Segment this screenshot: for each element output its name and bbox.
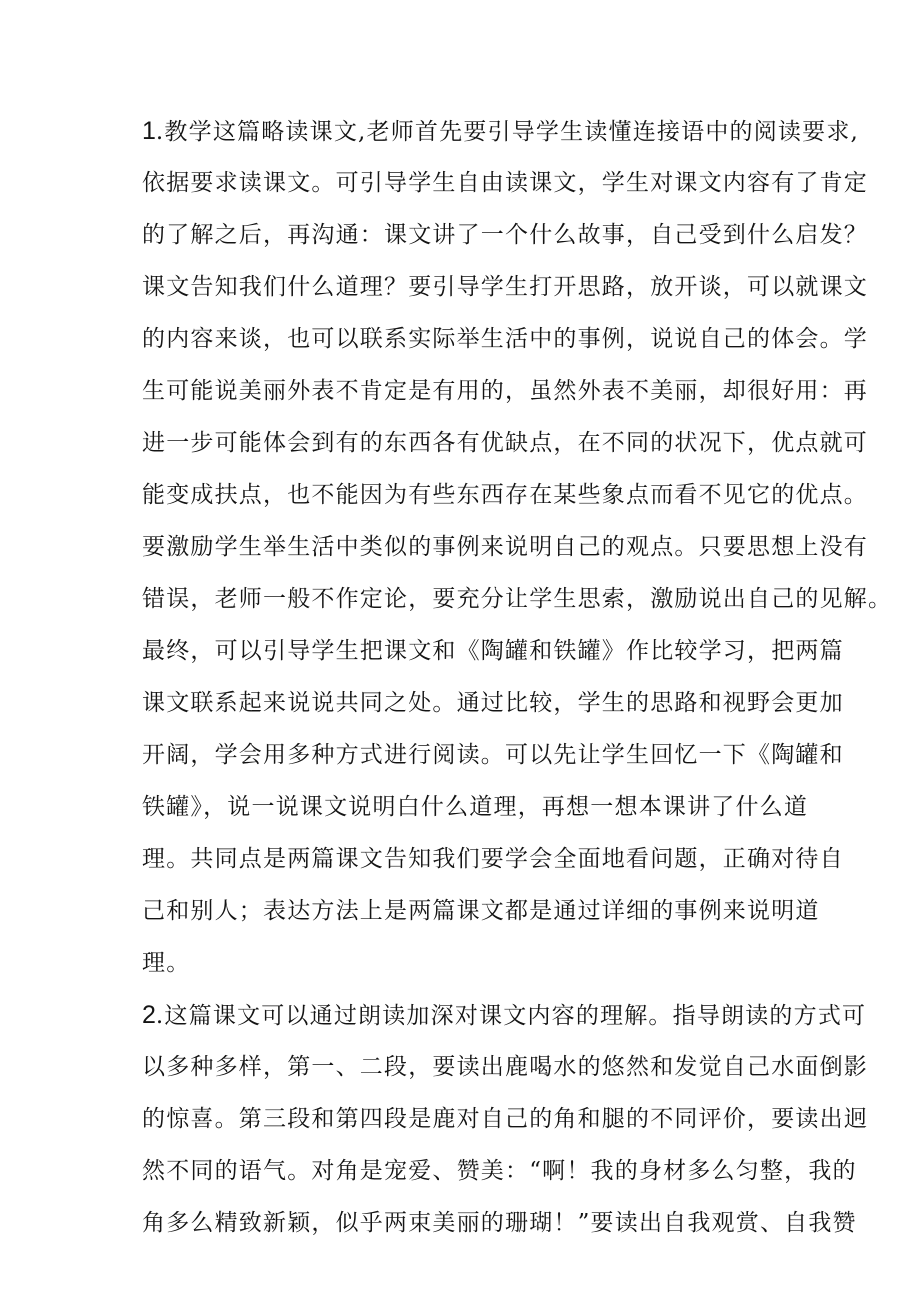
paragraph-line: 的了解之后，再沟通：课文讲了一个什么故事，自己受到什么启发？ — [142, 222, 868, 248]
paragraph-line: 然不同的语气。对角是宠爱、赞美：“啊！我的身材多么匀整，我的 — [142, 1158, 857, 1184]
paragraph-line: 的惊喜。第三段和第四段是鹿对自己的角和腿的不同评价，要读出迥 — [142, 1106, 868, 1132]
paragraph-line: 角多么精致新颖，似乎两束美丽的珊瑚！”要读出自我观赏、自我赞 — [142, 1210, 857, 1236]
paragraph-line: 要激励学生举生活中类似的事例来说明自己的观点。只要思想上没有 — [142, 534, 868, 560]
paragraph-line: 进一步可能体会到有的东西各有优缺点，在不同的状况下，优点就可 — [142, 430, 868, 456]
paragraph-line: 课文告知我们什么道理？要引导学生打开思路，放开谈，可以就课文 — [142, 274, 868, 300]
paragraph-line: 理。 — [142, 950, 191, 976]
paragraph-line: 生可能说美丽外表不肯定是有用的，虽然外表不美丽，却很好用：再 — [142, 378, 868, 404]
paragraph-line: 课文联系起来说说共同之处。通过比较，学生的思路和视野会更加 — [142, 690, 844, 716]
paragraph-number: 1 — [142, 117, 156, 145]
paragraph-line: 能变成扶点，也不能因为有些东西存在某些象点而看不见它的优点。 — [142, 482, 868, 508]
paragraph-line: 依据要求读课文。可引导学生自由读课文，学生对课文内容有了肯定 — [142, 170, 868, 196]
paragraph-line: 1.教学这篇略读课文,老师首先要引导学生读懂连接语中的阅读要求, — [142, 117, 860, 145]
paragraph-line: 以多种多样，第一、二段，要读出鹿喝水的悠然和发觉自己水面倒影 — [142, 1054, 868, 1080]
paragraph-line: 铁罐》，说一说课文说明白什么道理，再想一想本课讲了什么道 — [142, 794, 809, 820]
paragraph-line: 理。共同点是两篇课文告知我们要学会全面地看问题，正确对待自 — [142, 846, 844, 872]
paragraph-line: 2.这篇课文可以通过朗读加深对课文内容的理解。指导朗读的方式可 — [142, 1001, 867, 1029]
paragraph-line: 开阔，学会用多种方式进行阅读。可以先让学生回忆一下《陶罐和 — [142, 742, 844, 768]
paragraph-line: 的内容来谈，也可以联系实际举生活中的事例，说说自己的体会。学 — [142, 326, 868, 352]
paragraph-number: 2 — [142, 1001, 156, 1029]
paragraph-line: 错误，老师一般不作定论，要充分让学生思索，激励说出自己的见解。 — [142, 586, 893, 612]
paragraph-line: 己和别人；表达方法上是两篇课文都是通过详细的事例来说明道 — [142, 898, 820, 924]
paragraph-line: 最终，可以引导学生把课文和《陶罐和铁罐》作比较学习，把两篇 — [142, 638, 844, 664]
